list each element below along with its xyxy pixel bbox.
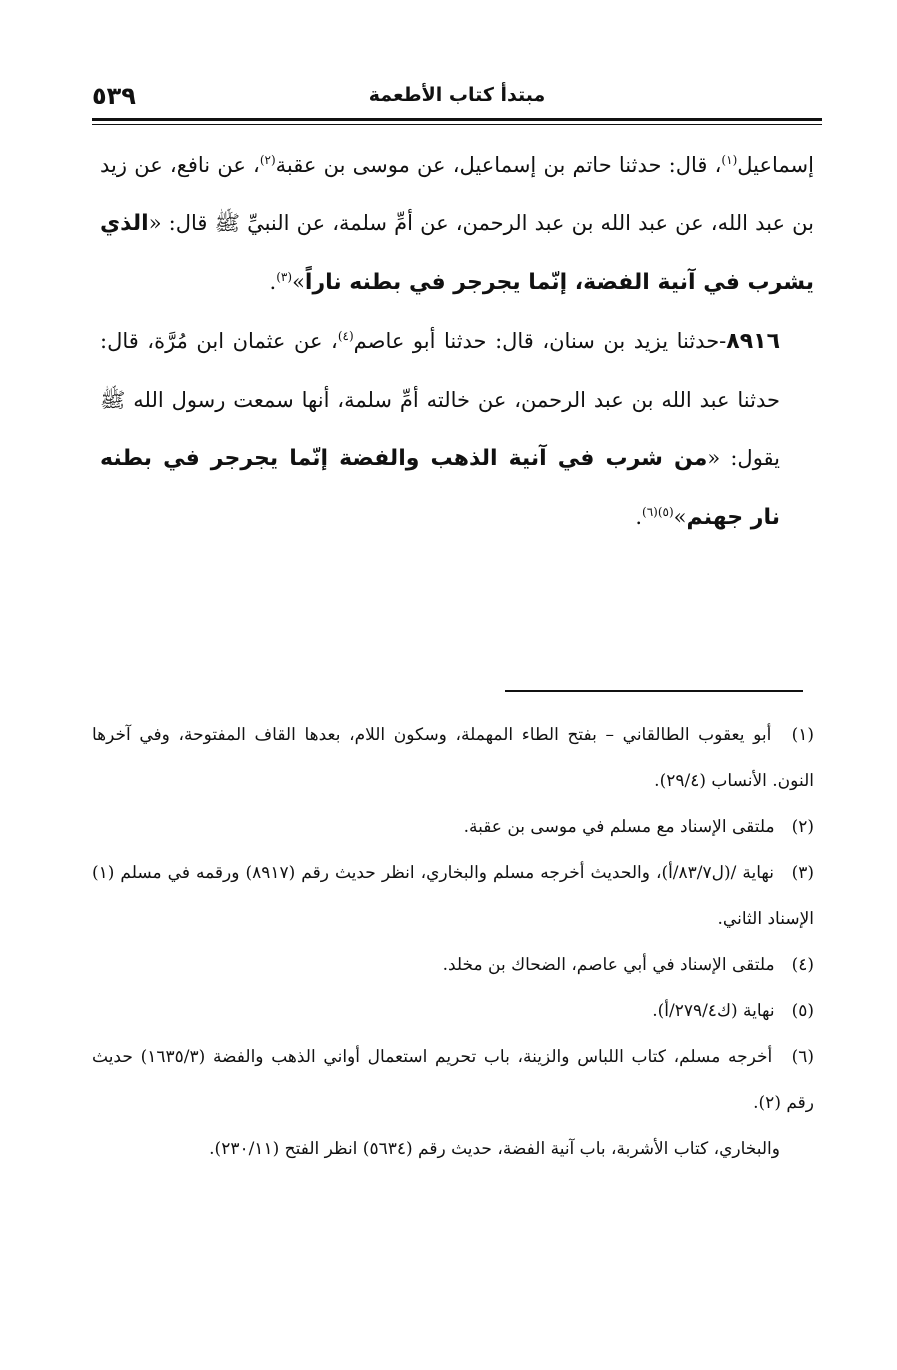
text-run: -حدثنا يزيد بن سنان، قال: حدثنا أبو عاصم	[353, 329, 727, 353]
footnote	[92, 712, 814, 804]
footnote	[92, 988, 814, 1034]
text-run: ، قال: حدثنا حاتم بن إسماعيل، عن موسى بن عقبة	[275, 153, 722, 177]
footnote	[92, 1034, 814, 1126]
footnote-text: نهاية (ك٢٧٩/٤/أ).	[652, 1001, 775, 1021]
main-text	[100, 136, 814, 547]
text-run: .	[635, 505, 643, 529]
footnote-mark: (٣)	[791, 863, 814, 883]
quote-mark: »	[673, 505, 687, 529]
footnote-text: أبو يعقوب الطالقاني – بفتح الطاء المهملة، وسكون اللام، بعدها القاف المفتوحة، وفي آخرها النون. الأنساب (٢٩/٤).	[92, 725, 814, 791]
footnotes	[92, 712, 814, 1172]
quote-mark: «	[707, 446, 721, 470]
header-rule-thick	[92, 118, 822, 121]
hadith-number: ٨٩١٦	[726, 329, 780, 354]
prophetic-quote: من شرب في آنية الذهب والفضة إنّما يجرجر في بطنه نار جهنم	[100, 446, 780, 530]
text-run: ، عن عثمان ابن مُرَّة، قال: حدثنا عبد الله بن عبد الرحمن، عن خالته أمِّ سلمة، أنها سمعت رسول الله ﷺ يقول:	[100, 329, 781, 470]
paragraph-hadith-8916	[100, 312, 814, 547]
page-number: ٥٣٩	[92, 82, 136, 110]
paragraph-hadith-8915-end	[100, 136, 814, 312]
text-run: .	[269, 270, 277, 294]
footnote-separator	[505, 690, 803, 692]
header-rule-thin	[92, 124, 822, 125]
prophetic-quote: الذي يشرب في آنية الفضة، إنّما يجرجر في بطنه ناراً	[100, 211, 814, 295]
footnote-ref: (٤)	[337, 329, 354, 343]
quote-mark: »	[292, 270, 305, 294]
quote-mark: «	[148, 211, 162, 235]
footnote-mark: (٥)	[791, 1001, 814, 1021]
footnote-ref: (٣)	[276, 270, 293, 284]
footnote	[92, 942, 814, 988]
text-run: ، عن نافع، عن زيد بن عبد الله، عن عبد الله بن عبد الرحمن، عن أمِّ سلمة، عن النبيِّ ﷺ قال:	[100, 153, 814, 235]
footnote-mark: (٤)	[791, 955, 814, 975]
footnote-text: أخرجه مسلم، كتاب اللباس والزينة، باب تحريم استعمال أواني الذهب والفضة (١٦٣٥/٣) حديث رقم (٢).	[92, 1047, 814, 1113]
text-run: إسماعيل	[737, 153, 814, 177]
footnote-ref: (٥)(٦)	[642, 505, 674, 519]
running-title: مبتدأ كتاب الأطعمة	[368, 84, 546, 106]
footnote	[92, 804, 814, 850]
footnote-ref: (٢)	[259, 153, 276, 167]
footnote-mark: (١)	[791, 725, 815, 745]
page-header	[92, 80, 822, 116]
footnote-ref: (١)	[721, 153, 738, 167]
footnote-text: نهاية /(ل٨٣/٧/أ)، والحديث أخرجه مسلم والبخاري، انظر حديث رقم (٨٩١٧) ورقمه في مسلم (١) الإسناد الثاني.	[92, 863, 814, 929]
footnote-continuation: والبخاري، كتاب الأشربة، باب آنية الفضة، حديث رقم (٥٦٣٤) انظر الفتح (٢٣٠/١١).	[209, 1139, 780, 1159]
footnote-mark: (٢)	[791, 817, 814, 837]
footnote-text: ملتقى الإسناد مع مسلم في موسى بن عقبة.	[463, 817, 775, 837]
footnote-mark: (٦)	[791, 1047, 814, 1067]
footnote-text: ملتقى الإسناد في أبي عاصم، الضحاك بن مخلد.	[442, 955, 775, 975]
footnote	[92, 850, 814, 942]
